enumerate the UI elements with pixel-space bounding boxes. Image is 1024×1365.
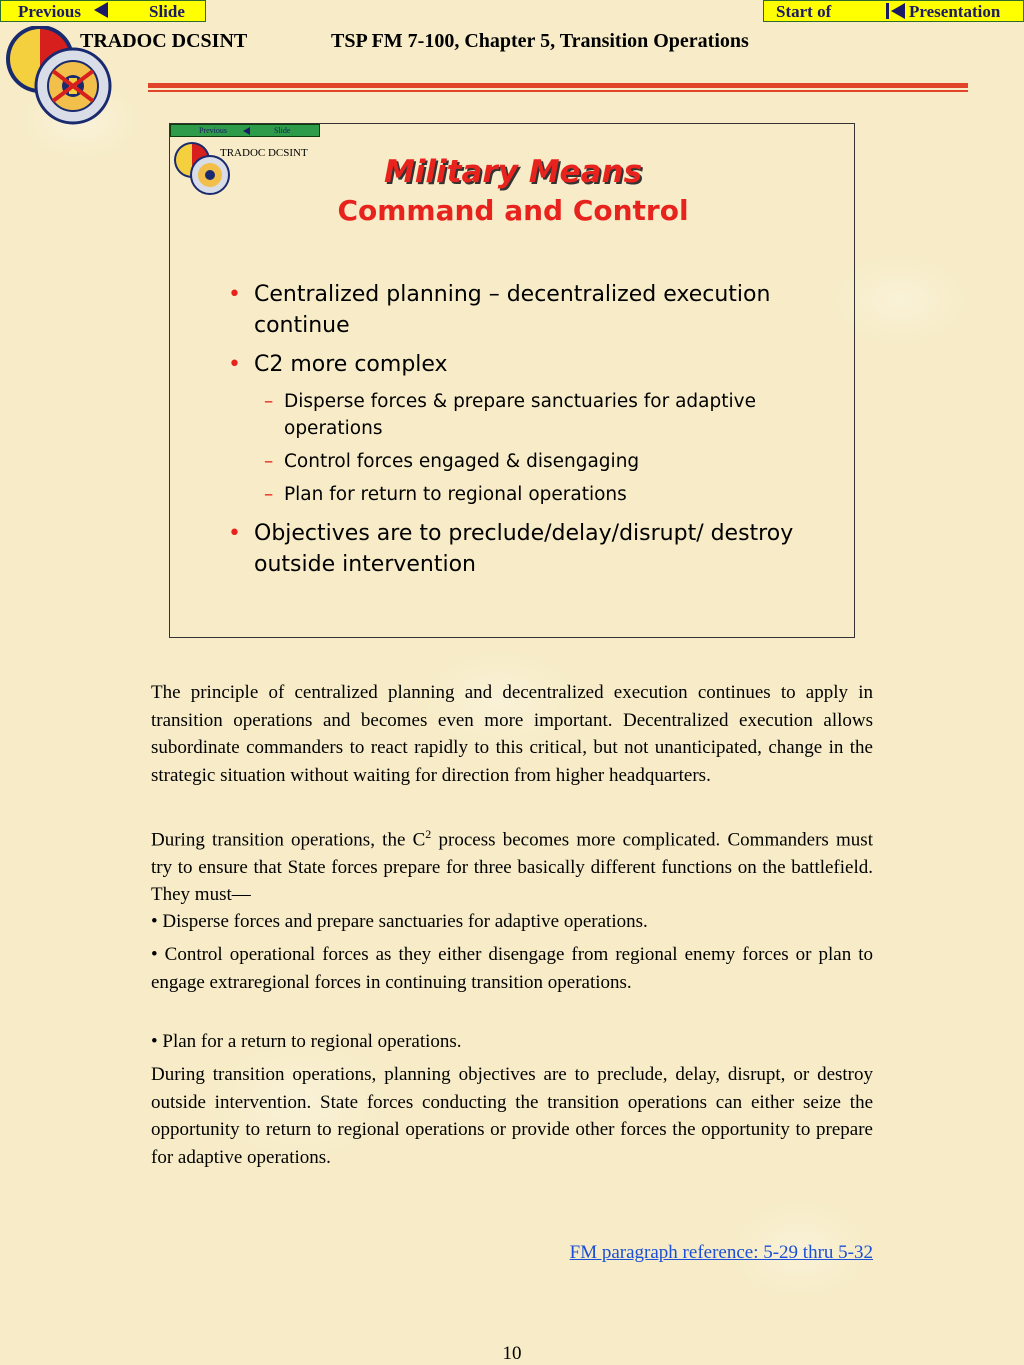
first-slide-icon bbox=[886, 3, 889, 19]
notes-text: During transition operations, the C bbox=[151, 829, 426, 851]
mini-slide-label: Slide bbox=[274, 126, 291, 135]
left-arrow-icon bbox=[94, 2, 108, 18]
notes-paragraph: The principle of centralized planning and decentralized execution continues to apply in transition operations and becomes even more important. Decentralized execution allows subordinate commanders to react rapidly to this critical, but not unanticipated, change in the strategic situation without waiting for direction from higher headquarters. bbox=[151, 682, 873, 786]
notes-text: process becomes more complicated. Commanders must try to ensure that State forces prepare for three basically different functions on the battlefield. They must— bbox=[151, 829, 873, 906]
notes-bullet: • Disperse forces and prepare sanctuaries for adaptive operations. bbox=[151, 911, 648, 932]
header-title: TSP FM 7-100, Chapter 5, Transition Operations bbox=[331, 30, 749, 52]
notes-paragraph: During transition operations, planning objectives are to preclude, delay, disrupt, or destroy outside intervention. State forces conducting the transition operations can either seize the opportunity to return to regional operations or provide other forces the opportunity to prepare for adaptive operations. bbox=[151, 1064, 873, 1168]
presentation-label: Presentation bbox=[909, 2, 1001, 21]
first-slide-arrow-icon bbox=[891, 3, 905, 19]
mini-left-arrow-icon bbox=[243, 127, 250, 135]
slide-bullet-list bbox=[228, 279, 818, 588]
fm-reference-link[interactable]: FM paragraph reference: 5-29 thru 5-32 bbox=[569, 1242, 873, 1263]
slide-org: TRADOC DCSINT bbox=[220, 147, 308, 159]
slide-subtitle: Command and Control bbox=[337, 194, 689, 227]
page-number: 10 bbox=[502, 1343, 522, 1364]
notes-bullet: • Control operational forces as they either disengage from regional enemy forces or plan to engage extraregional forces in continuing transition operations. bbox=[151, 944, 873, 993]
sub-bullet-item: – Plan for return to regional operations bbox=[228, 481, 818, 508]
slide-mini-nav bbox=[170, 124, 320, 137]
start-label: Start of bbox=[776, 2, 832, 21]
start-of-presentation-button[interactable] bbox=[763, 0, 1024, 22]
previous-slide-button[interactable] bbox=[0, 0, 206, 22]
slide-label: Slide bbox=[149, 2, 185, 21]
superscript: 2 bbox=[425, 827, 432, 841]
previous-label: Previous bbox=[18, 2, 81, 21]
bullet-item: • Objectives are to preclude/delay/disrupt/ destroy outside intervention bbox=[228, 518, 818, 580]
slide-title: Military Means bbox=[383, 154, 643, 190]
sub-bullet-item: – Control forces engaged & disengaging bbox=[228, 448, 818, 475]
slide-image bbox=[169, 123, 855, 638]
mini-previous-label: Previous bbox=[199, 126, 227, 135]
notes-paragraph bbox=[151, 821, 873, 909]
header-rule-thin bbox=[148, 90, 968, 92]
header-org: TRADOC DCSINT bbox=[80, 30, 248, 52]
notes-bullet: • Plan for a return to regional operations. bbox=[151, 1031, 462, 1052]
bullet-item: • C2 more complex bbox=[228, 349, 818, 380]
header-rule-thick bbox=[148, 83, 968, 88]
sub-bullet-item: – Disperse forces & prepare sanctuaries for adaptive operations bbox=[228, 388, 818, 442]
bullet-item: • Centralized planning – decentralized execution continue bbox=[228, 279, 818, 341]
